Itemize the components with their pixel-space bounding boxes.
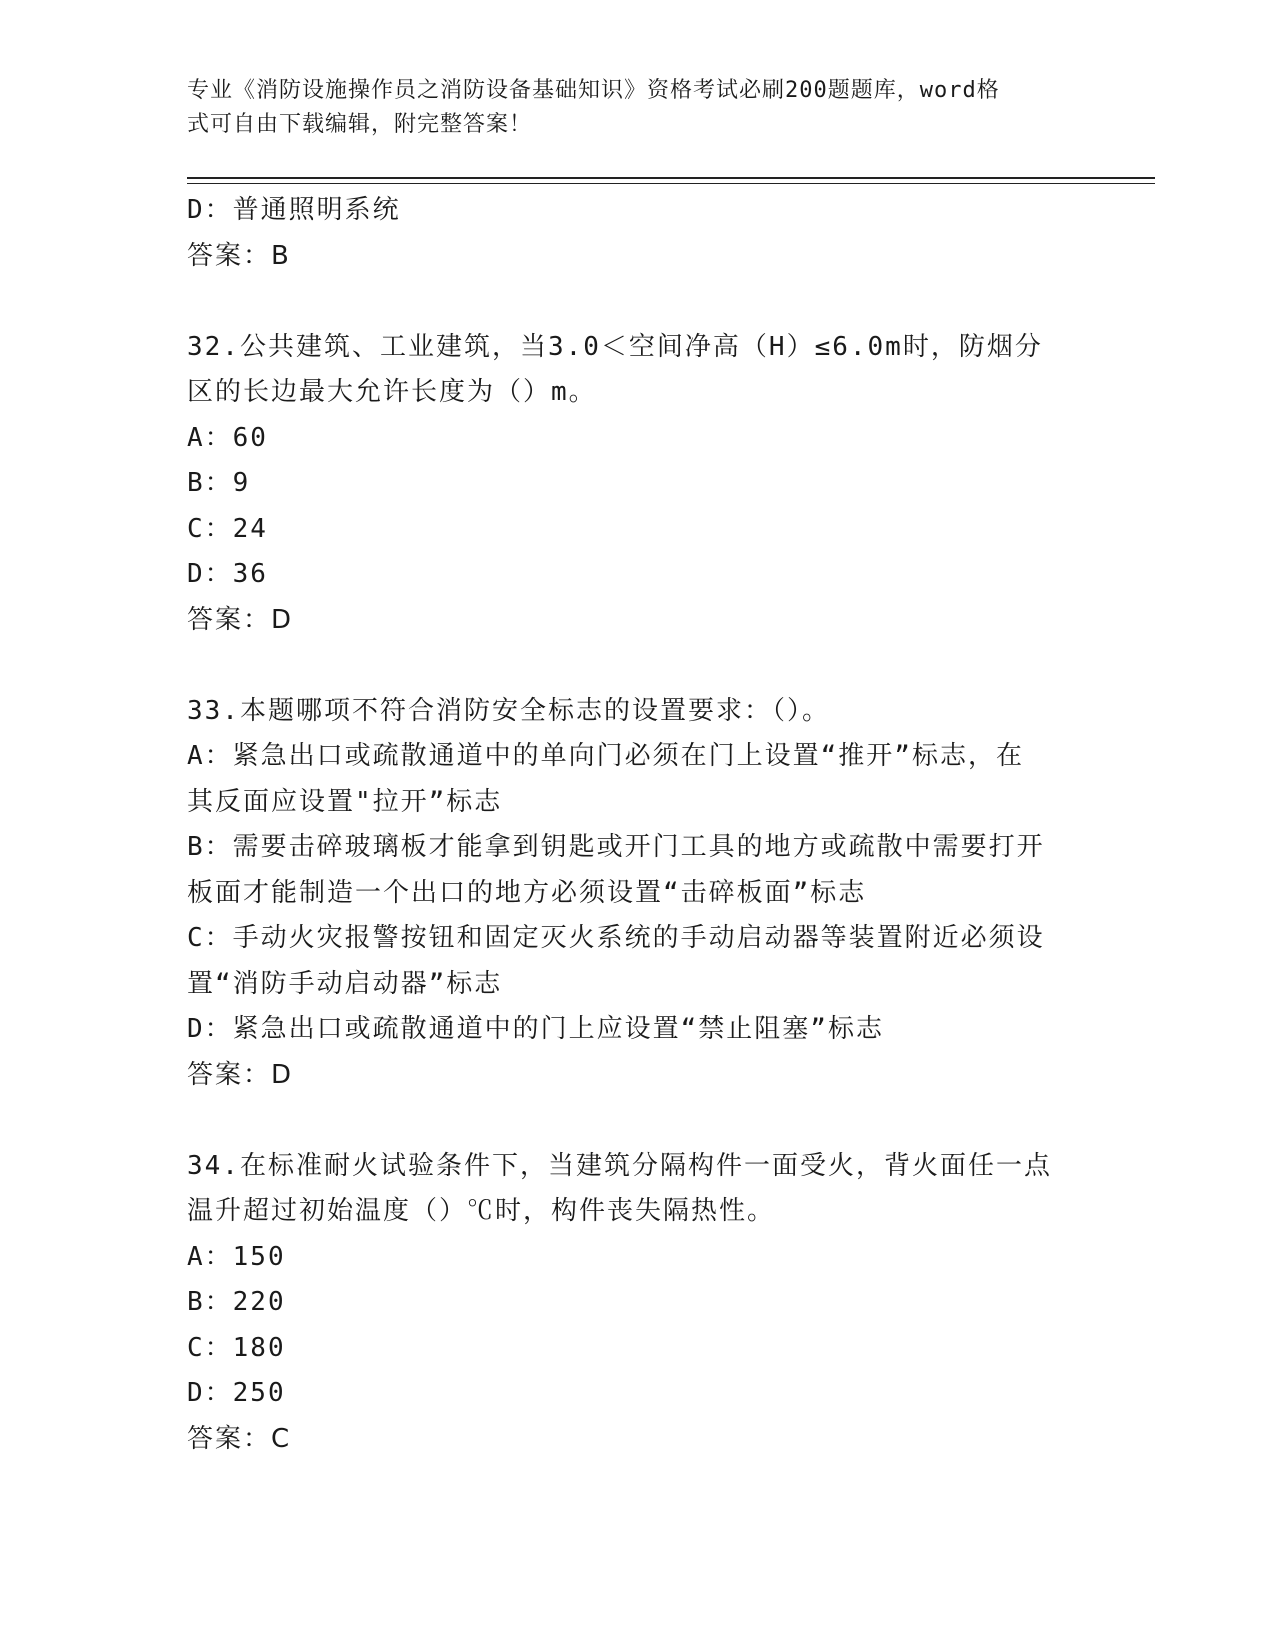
option-a: A：紧急出口或疏散通道中的单向门必须在门上设置“推开”标志，在 (187, 741, 1024, 771)
question-31-tail (187, 188, 1087, 279)
question-stem: 32.公共建筑、工业建筑，当3.0＜空间净高（H）≤6.0m时，防烟分 (187, 331, 1043, 362)
option-b: B：9 (187, 468, 251, 498)
option-c: C：手动火灾报警按钮和固定灭火系统的手动启动器等装置附近必须设 (187, 923, 1045, 953)
question-stem: 34.在标准耐火试验条件下，当建筑分隔构件一面受火，背火面任一点 (187, 1150, 1052, 1181)
option-a: A：60 (187, 422, 268, 453)
option-c: C：24 (187, 513, 268, 544)
option-d: D：普通照明系统 (187, 195, 401, 225)
option-d: D：250 (187, 1378, 286, 1408)
document-header (187, 74, 1077, 142)
question-32 (187, 325, 1087, 644)
answer: 答案：B (187, 240, 291, 271)
option-d: D：紧急出口或疏散通道中的门上应设置“禁止阻塞”标志 (187, 1014, 884, 1044)
option-c-continued: 置“消防手动启动器”标志 (187, 968, 503, 999)
question-list (187, 188, 1087, 1462)
question-stem: 温升超过初始温度（）℃时，构件丧失隔热性。 (187, 1196, 776, 1226)
option-d: D：36 (187, 559, 268, 589)
option-a: A：150 (187, 1241, 286, 1272)
header-divider-thick (187, 177, 1155, 179)
answer: 答案：D (187, 604, 294, 635)
question-34 (187, 1144, 1087, 1463)
option-a-continued: 其反面应设置"拉开”标志 (187, 786, 503, 817)
answer: 答案：D (187, 1059, 294, 1090)
option-b: B：需要击碎玻璃板才能拿到钥匙或开门工具的地方或疏散中需要打开 (187, 832, 1045, 862)
header-line-2: 式可自由下载编辑，附完整答案！ (187, 112, 533, 137)
question-33 (187, 689, 1087, 1099)
spacer (187, 1098, 1087, 1144)
spacer (187, 279, 1087, 325)
answer: 答案：C (187, 1423, 292, 1454)
spacer (187, 643, 1087, 689)
option-c: C：180 (187, 1332, 286, 1363)
header-line-1: 专业《消防设施操作员之消防设备基础知识》资格考试必刷200题题库，word格 (187, 78, 1000, 103)
option-b-continued: 板面才能制造一个出口的地方必须设置“击碎板面”标志 (187, 877, 867, 908)
question-stem: 区的长边最大允许长度为（）m。 (187, 377, 597, 407)
header-divider-thin (187, 183, 1155, 184)
question-stem: 33.本题哪项不符合消防安全标志的设置要求：（）。 (187, 695, 830, 726)
option-b: B：220 (187, 1287, 286, 1317)
